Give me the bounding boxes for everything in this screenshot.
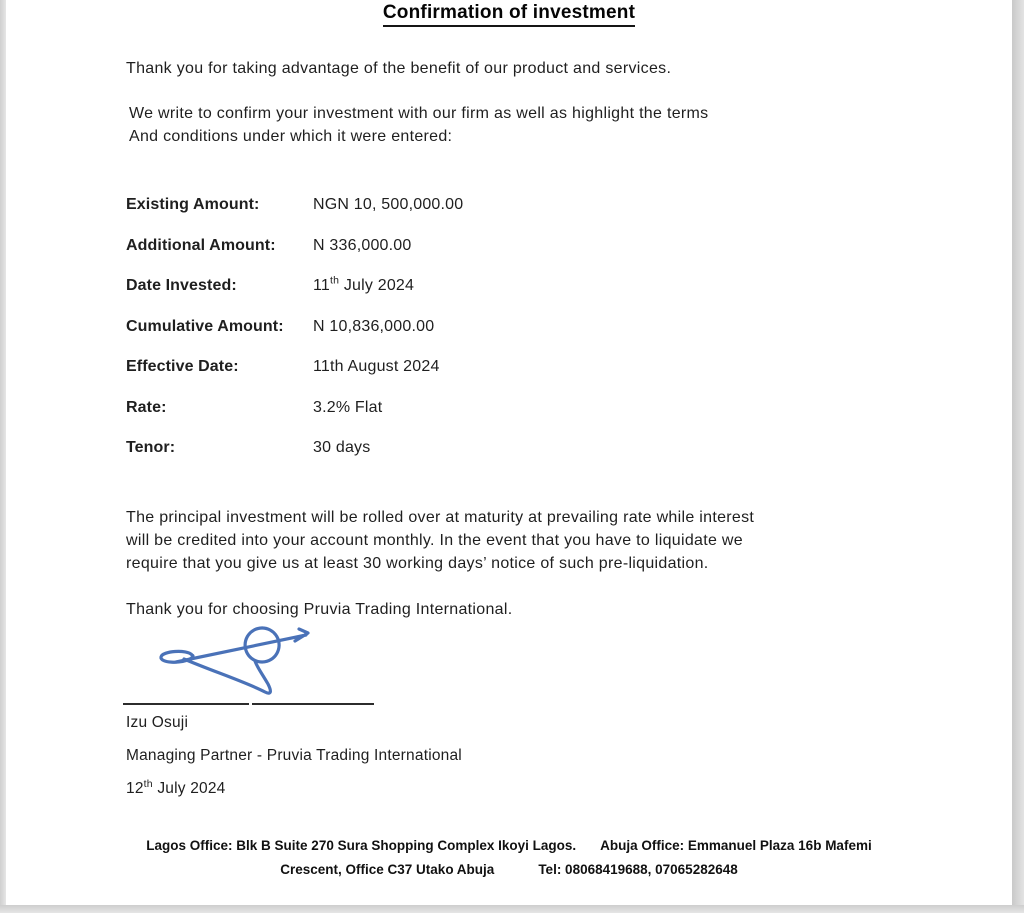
detail-value: NGN 10, 500,000.00 — [313, 196, 464, 213]
detail-label: Effective Date: — [126, 358, 239, 375]
footer-abuja-office-cont: Crescent, Office C37 Utako Abuja — [280, 862, 495, 877]
footer-phone-numbers: Tel: 08068419688, 07065282648 — [538, 862, 738, 877]
detail-row-additional-amount — [126, 237, 463, 256]
detail-value: 3.2% Flat — [313, 398, 383, 416]
ordinal-suffix: th — [330, 274, 340, 287]
signer-role: Managing Partner - Pruvia Trading International — [126, 747, 462, 764]
detail-label: Rate: — [126, 398, 167, 416]
intro-paragraph: Thank you for taking advantage of the benefit of our product and services. — [126, 60, 672, 77]
signature-line-segment — [123, 703, 249, 705]
detail-row-rate — [126, 399, 463, 418]
letter-footer — [6, 834, 1012, 882]
confirm-line-1: We write to confirm your investment with our firm as well as highlight the terms — [129, 105, 709, 122]
detail-row-effective-date — [126, 358, 463, 377]
ordinal-suffix: th — [143, 777, 153, 790]
page-edge-bottom — [0, 905, 1024, 913]
detail-label: Date Invested: — [126, 277, 237, 294]
confirm-line-2: And conditions under which it were entered: — [129, 128, 453, 145]
detail-value: 30 days — [313, 439, 371, 456]
detail-value: N 336,000.00 — [313, 236, 412, 254]
terms-line-1: The principal investment will be rolled over at maturity at prevailing rate while interest — [126, 509, 755, 526]
detail-label: Tenor: — [126, 439, 176, 456]
terms-line-2: will be credited into your account monthly. In the event that you have to liquidate we — [126, 532, 743, 549]
detail-label: Existing Amount: — [126, 196, 260, 213]
page-edge-right — [1012, 0, 1024, 913]
document-title-text: Confirmation of investment — [383, 2, 635, 27]
signature-date: 12th July 2024 — [126, 777, 226, 797]
handwritten-signature — [154, 624, 324, 704]
closing-paragraph: Thank you for choosing Pruvia Trading International. — [126, 601, 513, 618]
terms-line-3: require that you give us at least 30 working days’ notice of such pre-liquidation. — [126, 555, 709, 572]
detail-label: Cumulative Amount: — [126, 317, 284, 335]
terms-paragraph — [126, 506, 754, 575]
detail-row-cumulative-amount — [126, 318, 463, 337]
detail-label: Additional Amount: — [126, 236, 276, 254]
document-title — [6, 2, 1012, 27]
detail-value: N 10,836,000.00 — [313, 317, 435, 335]
signer-name: Izu Osuji — [126, 714, 189, 731]
detail-value: 11th August 2024 — [313, 358, 440, 375]
footer-abuja-office: Abuja Office: Emmanuel Plaza 16b Mafemi — [600, 838, 872, 853]
detail-value: 11th July 2024 — [313, 274, 415, 294]
signature-line-segment — [252, 703, 374, 705]
document-page — [6, 0, 1012, 905]
detail-row-tenor — [126, 439, 463, 458]
page-edge-left — [0, 0, 6, 913]
investment-details — [126, 196, 463, 480]
footer-lagos-office: Lagos Office: Blk B Suite 270 Sura Shopping Complex Ikoyi Lagos. — [146, 838, 577, 853]
detail-row-existing-amount — [126, 196, 463, 215]
detail-row-date-invested — [126, 274, 463, 296]
footer-line-1 — [6, 834, 1012, 858]
footer-line-2 — [6, 858, 1012, 882]
confirm-paragraph — [129, 102, 708, 148]
